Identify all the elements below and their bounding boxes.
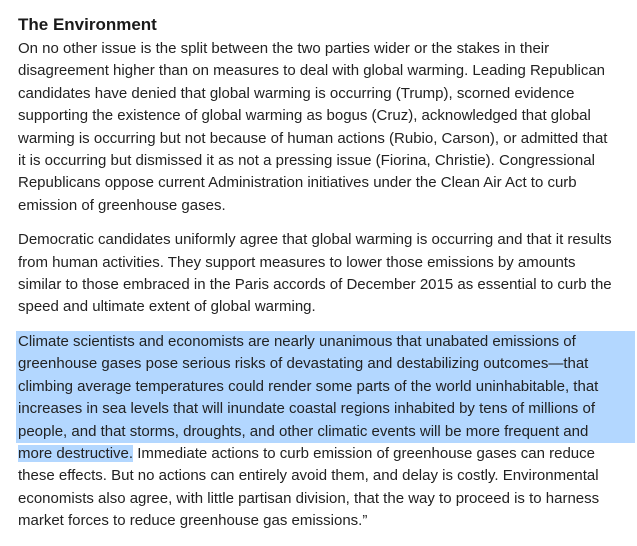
text-line: speed and ultimate extent of global warming. [18,298,316,316]
text-line: supporting the existence of global warming as bogus (Cruz), acknowledged that global [18,107,591,125]
text-line: disagreement higher than on measures to deal with global warming. Leading Republican [18,62,606,80]
selected-text-line[interactable]: people, and that storms, droughts, and other climatic events will be more frequent and [16,421,635,443]
text-line: emission of greenhouse gases. [18,196,226,214]
section-title: The Environment [18,15,157,34]
text-line-mixed [18,443,627,465]
selected-text-end[interactable]: more destructive. [18,444,134,462]
text-line: from human activities. They support measures to lower those emissions by amounts [18,253,576,271]
text-line: candidates have denied that global warming is occurring (Trump), scorned evidence [18,84,575,102]
text-line: these effects. But no actions can entirely avoid them, and delay is costly. Environmental [18,467,599,485]
selected-text-line[interactable]: greenhouse gases pose serious risks of devastating and destabilizing outcomes—that [16,353,635,375]
text-line: Democratic candidates uniformly agree that global warming is occurring and that it results [18,231,612,249]
selected-text-line[interactable]: increases in sea levels that will inundate coastal regions inhabited by tens of millions of [16,398,635,420]
paragraph-republicans [18,38,627,217]
selected-text-line[interactable]: climbing average temperatures could render some parts of the world uninhabitable, that [16,376,635,398]
paragraph-democrats [18,229,627,319]
text-line: On no other issue is the split between the two parties wider or the stakes in their [18,40,550,57]
text-line: economists also agree, with little partisan division, that the way to proceed is to harness [18,489,600,507]
text-line: it is occurring but dismissed it as not a pressing issue (Fiorina, Christie). Congressional [18,152,595,170]
text-line: Republicans oppose current Administration initiatives under the Clean Air Act to curb [18,174,577,192]
unselected-text: Immediate actions to curb emission of greenhouse gases can reduce [133,444,595,462]
text-line: warming is occurring but not because of human actions (Rubio, Carson), or admitted that [18,129,608,147]
text-line: similar to those embraced in the Paris accords of December 2015 as essential to curb the [18,276,612,294]
paragraph-scientists[interactable] [18,331,627,533]
text-line: market forces to reduce greenhouse gas emissions.” [18,512,368,530]
selected-text-line[interactable]: Climate scientists and economists are nearly unanimous that unabated emissions of [16,331,635,353]
